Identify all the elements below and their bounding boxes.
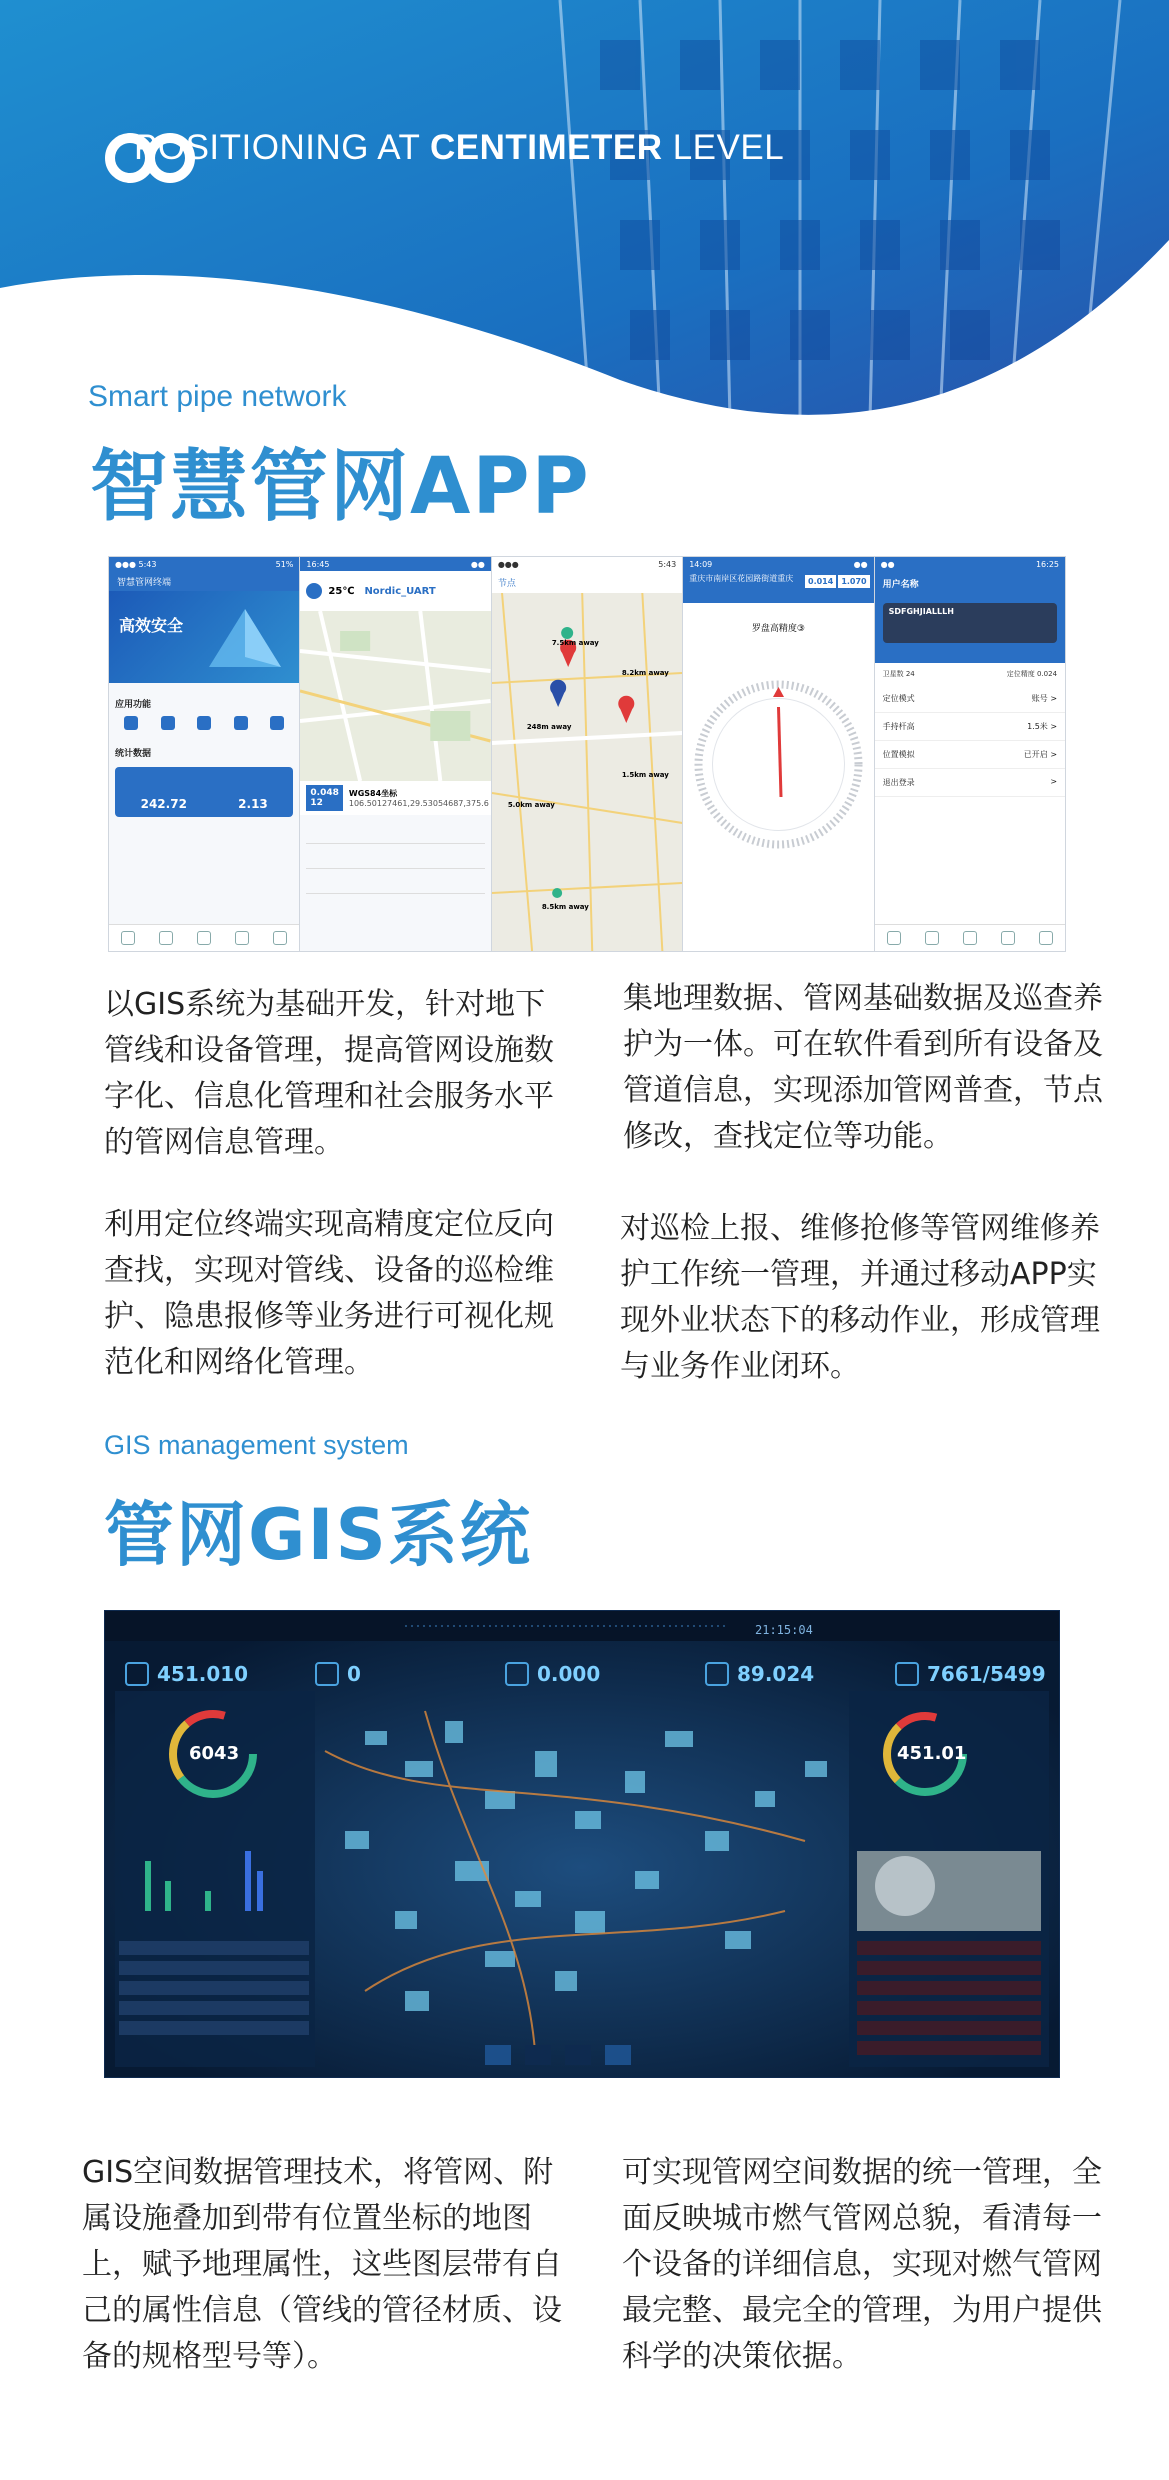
stat-value: 242.72	[140, 797, 187, 811]
function-icon[interactable]	[197, 716, 211, 730]
phone-home	[109, 557, 300, 951]
distance-label: 5.0km away	[507, 801, 555, 809]
status-bar: ●● 16:25	[875, 557, 1065, 571]
distance-label: 8.5km away	[541, 903, 589, 911]
function-icon[interactable]	[124, 716, 138, 730]
address-text: 重庆市南岸区花园路街道重庆	[689, 574, 794, 583]
distance-label: 7.5km away	[551, 639, 599, 647]
sat-info: 卫星数 24 定位精度 0.024	[882, 670, 1058, 678]
device-name[interactable]: Nordic_UART	[364, 585, 436, 597]
dashboard-time: 21:15:04	[755, 1623, 813, 1637]
section2-subtitle: GIS management system	[104, 1430, 409, 1460]
s1-para-left-2: 利用定位终端实现高精度定位反向查找，实现对管线、设备的巡检维护、隐患报修等业务进行可视化规范化和网络化管理。	[104, 1207, 554, 1380]
weather-icon	[306, 583, 322, 599]
home-banner	[109, 591, 299, 683]
status-bar: 16:45 ●●	[300, 557, 490, 571]
phone-compass	[683, 557, 874, 951]
donut-right-value: 451.01	[897, 1743, 967, 1764]
tab-nodes[interactable]: 节点	[492, 571, 682, 594]
device-id: SDFGHJIALLLH	[888, 607, 954, 616]
log-list	[300, 815, 490, 898]
status-bar: 14:09 ●●	[683, 557, 873, 571]
accuracy-value: 1.070	[838, 575, 869, 588]
s2-para-right: 可实现管网空间数据的统一管理，全面反映城市燃气管网总貌，看清每一个设备的详细信息，实现对燃气管网最完整、最完全的管理，为用户提供科学的决策依据。	[622, 2155, 1102, 2374]
map-view[interactable]	[300, 611, 490, 781]
tagline	[134, 128, 784, 168]
function-icon[interactable]	[161, 716, 175, 730]
menu-item[interactable]: 定位模式 账号 >	[875, 685, 1065, 713]
function-grid[interactable]	[109, 714, 299, 732]
stats-card	[115, 767, 293, 817]
kpi-5: 7661/5499	[895, 1649, 1055, 1699]
coord-value: 0.048 12	[306, 785, 342, 811]
map-view[interactable]	[492, 593, 682, 951]
s2-para-left: GIS空间数据管理技术，将管网、附属设施叠加到带有位置坐标的地图上，赋予地理属性，这些图层带有自己的属性信息（管线的管径材质、设备的规格型号等）。	[82, 2155, 562, 2374]
pyramid-icon	[205, 605, 285, 673]
section1-subtitle: Smart pipe network	[88, 380, 347, 413]
tab-bar[interactable]	[109, 924, 299, 951]
gis-dashboard	[104, 1610, 1060, 2078]
kpi-icon	[895, 1662, 919, 1686]
kpi-2: 0	[315, 1649, 475, 1699]
compass-title: 罗盘高精度③	[751, 624, 805, 634]
phone-profile	[875, 557, 1065, 951]
user-name: 用户名称	[882, 580, 919, 590]
brand-header	[104, 128, 784, 168]
donut-left-value: 6043	[189, 1743, 240, 1764]
s1-para-right-2: 对巡检上报、维修抢修等管网维修养护工作统一管理，并通过移动APP实现外业状态下的移动作业，形成管理与业务作业闭环。	[620, 1211, 1100, 1384]
s1-para-right-1: 集地理数据、管网基础数据及巡查养护为一体。可在软件看到所有设备及管道信息，实现添加管网普查，节点修改，查找定位等功能。	[623, 981, 1103, 1154]
app-screenshots	[108, 556, 1066, 952]
kpi-icon	[125, 1662, 149, 1686]
distance-label: 8.2km away	[621, 669, 669, 677]
section1-title: 智慧管网APP	[90, 442, 591, 532]
coord-panel	[300, 781, 490, 815]
kpi-4: 89.024	[705, 1649, 865, 1699]
coord-text: 106.50127461,29.53054687,375.6	[348, 799, 489, 808]
section-label: 应用功能	[115, 700, 152, 710]
stat-value: 2.13	[238, 797, 268, 811]
accuracy-value: 0.014	[805, 575, 836, 588]
status-bar: ●●● 5:43	[492, 557, 682, 571]
profile-header	[875, 571, 1065, 663]
phone-nodes	[492, 557, 683, 951]
tagline-prefix: POSITIONING AT	[134, 128, 430, 167]
function-icon[interactable]	[234, 716, 248, 730]
status-bar: ●●● 5:43 51%	[109, 557, 299, 571]
settings-list	[875, 685, 1065, 797]
temperature: 25℃	[328, 585, 355, 597]
kpi-1: 451.010	[125, 1649, 285, 1699]
tagline-suffix: LEVEL	[662, 128, 785, 167]
banner-text: 高效安全	[119, 616, 184, 635]
phone-title: 智慧管网终端	[109, 571, 299, 591]
section2-title: 管网GIS系统	[104, 1494, 532, 1576]
tagline-strong: CENTIMETER	[429, 128, 663, 167]
stats-label: 统计数据	[115, 749, 152, 759]
tab-bar[interactable]	[875, 924, 1065, 951]
infinity-loop-logo-icon	[104, 128, 196, 188]
coord-title: WGS84坐标	[348, 789, 398, 798]
kpi-3: 0.000	[505, 1649, 665, 1699]
distance-label: 1.5km away	[621, 771, 669, 779]
menu-item[interactable]: 退出登录 >	[875, 769, 1065, 797]
function-icon[interactable]	[270, 716, 284, 730]
distance-label: 248m away	[526, 723, 572, 731]
kpi-icon	[705, 1662, 729, 1686]
kpi-icon	[505, 1662, 529, 1686]
phone-map	[300, 557, 491, 951]
address-bar	[683, 571, 873, 603]
weather-row	[300, 571, 490, 611]
menu-item[interactable]: 位置模拟 已开启 >	[875, 741, 1065, 769]
s1-para-left-1: 以GIS系统为基础开发，针对地下管线和设备管理，提高管网设施数字化、信息化管理和社会服务水平的管网信息管理。	[104, 987, 554, 1160]
menu-item[interactable]: 手持杆高 1.5米 >	[875, 713, 1065, 741]
kpi-icon	[315, 1662, 339, 1686]
compass-icon	[691, 677, 866, 852]
